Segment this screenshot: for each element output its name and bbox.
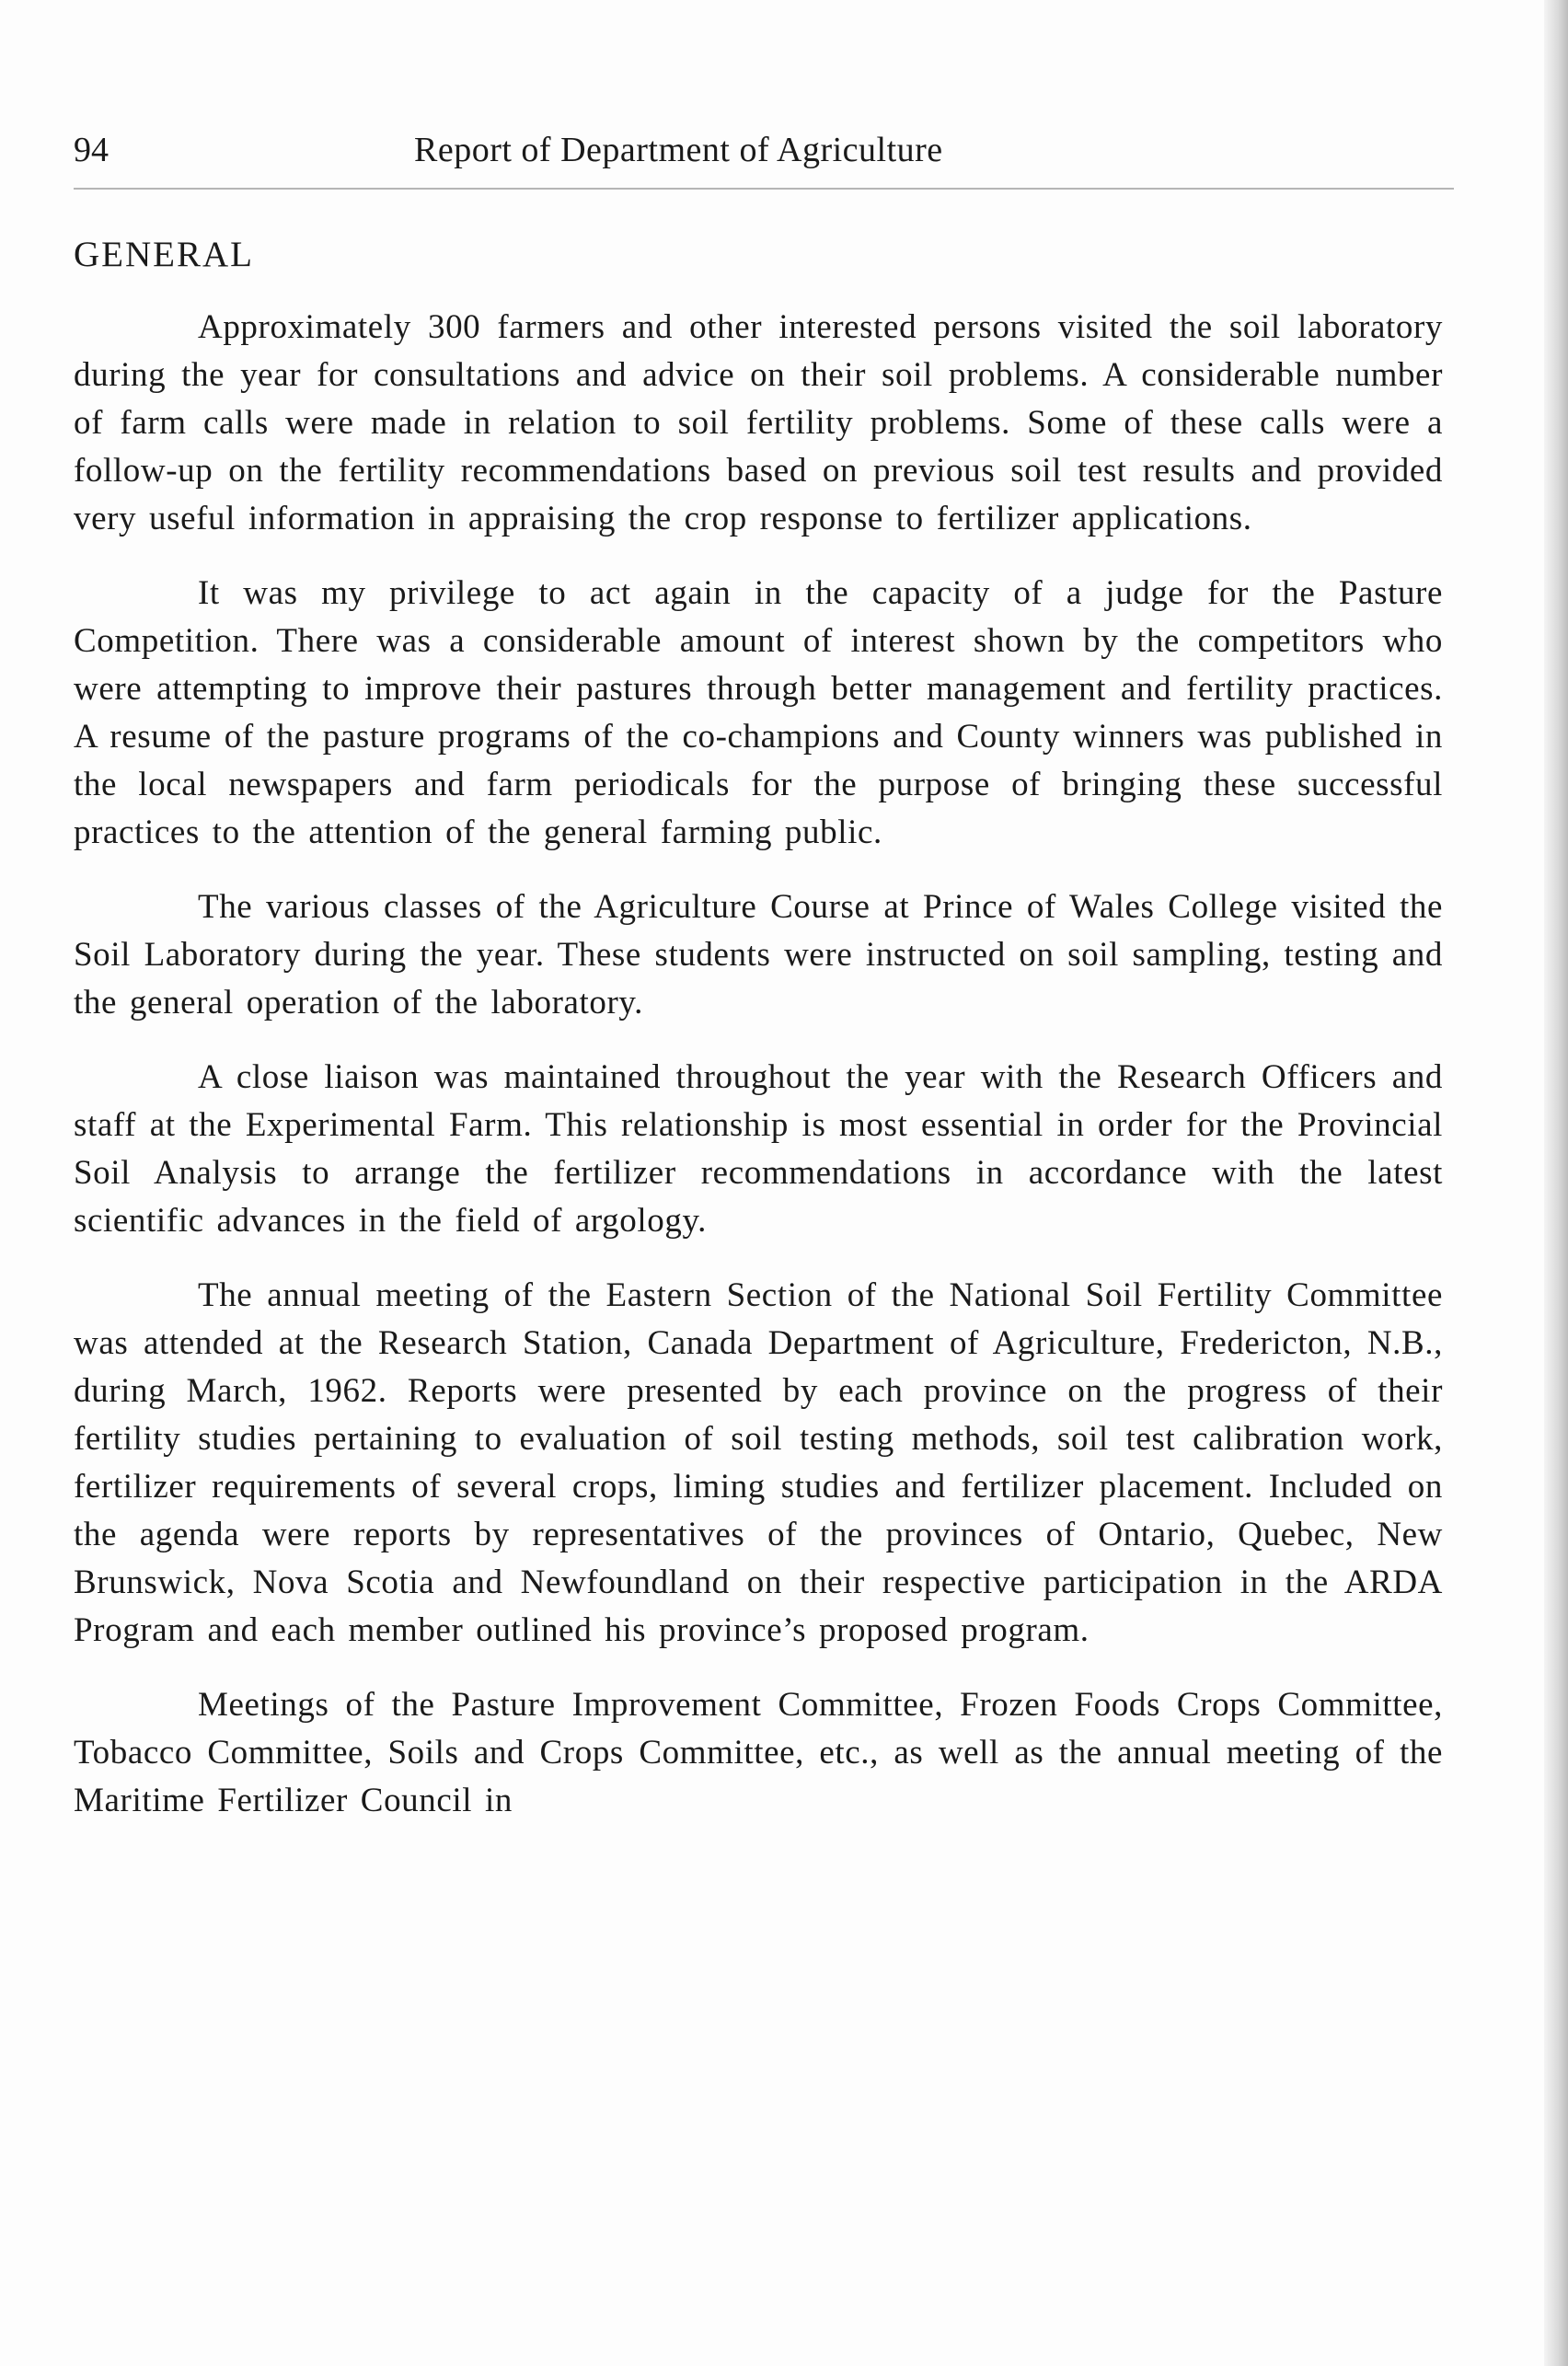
page-edge-shadow [1544, 0, 1568, 2366]
section-heading: GENERAL [74, 235, 254, 274]
paragraph-fertility-committee: The annual meeting of the Eastern Section of the National Soil Fertility Committee was attended at the Research Station, Canada Department of Agriculture, Fredericton, N.B., during March, 1962. Reports were presented by each province on the progress of their fertility studies pertaining to evaluation of soil testing methods, soil test calibration work, fertilizer requirements of several crops, liming studies and fertilizer placement. Included on the agenda were reports by representatives of the provinces of Ontario, Quebec, New Brunswick, Nova Scotia and Newfoundland on their respective participation in the ARDA Program and each member outlined his province’s proposed program. [74, 1276, 1443, 1649]
header-rule [74, 188, 1454, 190]
body-text [74, 304, 1443, 1852]
paragraph-pasture-competition: It was my privilege to act again in the capacity of a judge for the Pasture Competition. There was a considerable amount of interest shown by the competitors who were attempting to improve their pastures through better management and fertility practices. A resume of the pasture programs of the co-champions and County winners was published in the local newspapers and farm periodicals for the purpose of bringing these successful practices to the attention of the general farming public. [74, 574, 1443, 851]
paragraph-agriculture-course: The various classes of the Agriculture Course at Prince of Wales College visited the Soil Laboratory during the year. These students were instructed on soil sampling, testing and the general operation of the laboratory. [74, 888, 1443, 1021]
page-number: 94 [74, 131, 109, 169]
paragraph-research-liaison: A close liaison was maintained throughout the year with the Research Officers and staff at the Experimental Farm. This relationship is most essential in order for the Provincial Soil Analysis to arrange the fertilizer recommendations in accordance with the latest scientific advances in the field of argology. [74, 1058, 1443, 1240]
running-title: Report of Department of Agriculture [414, 131, 943, 169]
page-header [74, 127, 1454, 173]
paragraph-soil-laboratory-visits: Approximately 300 farmers and other interested persons visited the soil laboratory during the year for consultations and advice on their soil problems. A considerable number of farm calls were made in relation to soil fertility problems. Some of these calls were a follow-up on the fertility recommendations based on previous soil test results and provided very useful information in appraising the crop response to fertilizer applications. [74, 308, 1443, 537]
paragraph-committee-meetings: Meetings of the Pasture Improvement Committee, Frozen Foods Crops Committee, Tobacco Committee, Soils and Crops Committee, etc., as well as the annual meeting of the Maritime Fertilizer Council in [74, 1686, 1443, 1819]
